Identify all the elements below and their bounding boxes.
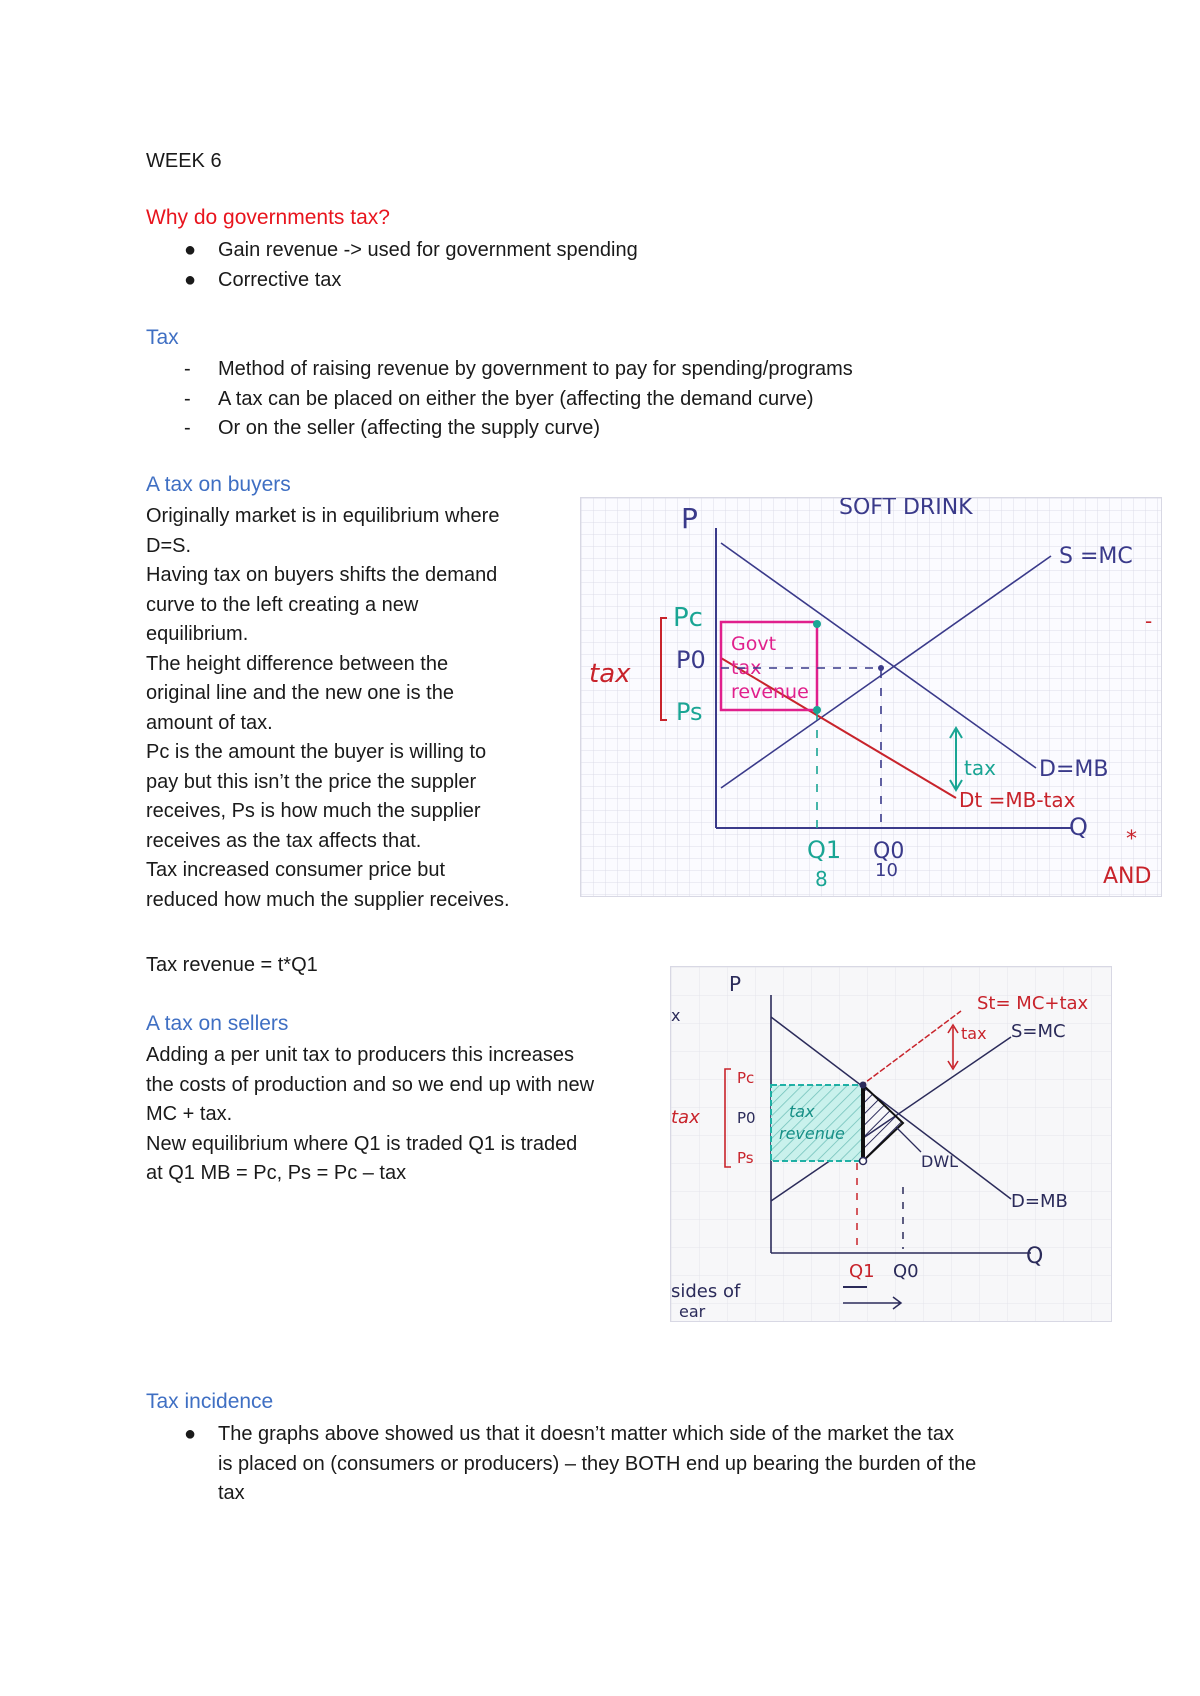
graph1-q1-value: 8: [815, 867, 828, 891]
tax-item: - Method of raising revenue by government to pay for spending/programs: [146, 355, 853, 385]
graph1-pc-label: Pc: [673, 603, 703, 633]
incidence-list: [146, 1420, 1106, 1509]
graph2-supply-tax-label: St= MC+tax: [977, 993, 1089, 1014]
graph1-corner-note: AND: [1103, 864, 1152, 889]
graph2-x-label: Q: [1026, 1244, 1044, 1269]
tax-on-sellers-graph: [670, 966, 1112, 1322]
why-heading: Why do governments tax?: [146, 206, 390, 229]
graph1-q1-label: Q1: [807, 836, 842, 864]
graph2-ps-point: [860, 1158, 867, 1165]
graph1-ps-label: Ps: [676, 698, 703, 726]
graph2-pc-point: [860, 1082, 867, 1089]
tax-item: - A tax can be placed on either the byer (affecting the demand curve): [146, 385, 853, 415]
graph1-star-note: *: [1126, 827, 1137, 852]
graph1-pc-point: [813, 620, 821, 628]
sellers-heading: A tax on sellers: [146, 1012, 289, 1035]
graph1-p0-label: P0: [676, 646, 706, 674]
bullet-icon: ●: [184, 268, 197, 291]
tax-on-sellers-graph-svg: [671, 967, 1111, 1321]
graph2-supply-label: S=MC: [1011, 1021, 1066, 1042]
graph1-ps-point: [813, 706, 821, 714]
sellers-paragraph: Adding a per unit tax to producers this increases the costs of production and so we end up with new MC + tax. New equilibrium where Q1 is traded Q1 is traded at Q1 MB = Pc, Ps = Pc – tax: [146, 1044, 595, 1184]
graph2-ps-label: Ps: [737, 1149, 754, 1167]
graph1-edge-mark: -: [1145, 609, 1153, 633]
why-item: ● Gain revenue -> used for government spending: [146, 236, 638, 266]
graph2-pc-label: Pc: [737, 1069, 755, 1087]
incidence-heading: Tax incidence: [146, 1390, 274, 1413]
graph1-q0-value: 10: [875, 860, 898, 881]
buyers-heading: A tax on buyers: [146, 473, 291, 496]
graph2-edge-mark: x: [671, 1006, 681, 1025]
graph2-y-label: P: [729, 972, 742, 996]
graph1-x-label: Q: [1069, 813, 1088, 841]
graph1-supply-label: S =MC: [1059, 544, 1133, 569]
dash-icon: -: [184, 358, 191, 380]
graph2-q0-label: Q0: [893, 1261, 919, 1282]
graph1-box-line1: Govt: [731, 633, 777, 655]
incidence-item: ● The graphs above showed us that it doesn’t matter which side of the market the tax is placed on (consumers or producers) – they BOTH end up bearing the burden of the tax: [146, 1420, 1106, 1509]
why-item: ● Corrective tax: [146, 266, 638, 296]
graph1-q0-label: Q0: [873, 839, 905, 864]
tax-on-buyers-graph: [580, 497, 1162, 897]
graph1-tax-arrow-label: tax: [964, 756, 996, 780]
graph2-revenue-hatch: [771, 1085, 863, 1161]
graph1-box-line2: tax: [731, 657, 762, 679]
graph1-tax-bracket-label: tax: [589, 659, 631, 689]
bullet-icon: ●: [184, 1423, 197, 1445]
graph1-y-label: P: [681, 502, 698, 535]
graph1-equilibrium-point: [878, 665, 884, 671]
graph2-dwl-label: DWL: [921, 1152, 959, 1171]
tax-on-buyers-graph-svg: [581, 498, 1161, 896]
tax-revenue-formula: Tax revenue = t*Q1: [146, 954, 318, 976]
graph2-box-line2: revenue: [779, 1124, 845, 1143]
graph1-demand-tax-label: Dt =MB-tax: [959, 788, 1076, 812]
graph2-demand-label: D=MB: [1011, 1191, 1068, 1212]
dash-icon: -: [184, 417, 191, 439]
graph2-tax-arrow-label: tax: [961, 1024, 987, 1043]
graph1-box-line3: revenue: [731, 681, 809, 703]
bullet-icon: ●: [184, 239, 197, 261]
graph1-title: SOFT DRINK: [839, 498, 973, 520]
graph2-box-line1: tax: [789, 1102, 815, 1121]
tax-heading: Tax: [146, 326, 179, 349]
tax-item: - Or on the seller (affecting the supply curve): [146, 414, 853, 444]
graph2-note-line2: ear: [679, 1302, 706, 1321]
graph1-demand-label: D=MB: [1039, 757, 1109, 782]
graph2-tax-bracket-label: tax: [671, 1107, 700, 1128]
graph2-note-line1: sides of: [671, 1281, 741, 1302]
graph2-p0-label: P0: [737, 1109, 756, 1127]
tax-list: [146, 355, 853, 444]
week-label: WEEK 6: [146, 150, 222, 172]
why-list: [146, 236, 638, 295]
buyers-paragraph: Originally market is in equilibrium where D=S. Having tax on buyers shifts the demand curve to the left creating a new equilibrium. The height difference between the original line and the new one is the amount of tax. Pc is the amount the buyer is willing to pay but this isn’t the price the suppler receives, Ps is how much the supplier receives as the tax affects that. Tax increased consumer price but reduced how much the supplier receives.: [146, 505, 510, 911]
dash-icon: -: [184, 387, 191, 410]
graph2-q1-label: Q1: [849, 1261, 875, 1282]
